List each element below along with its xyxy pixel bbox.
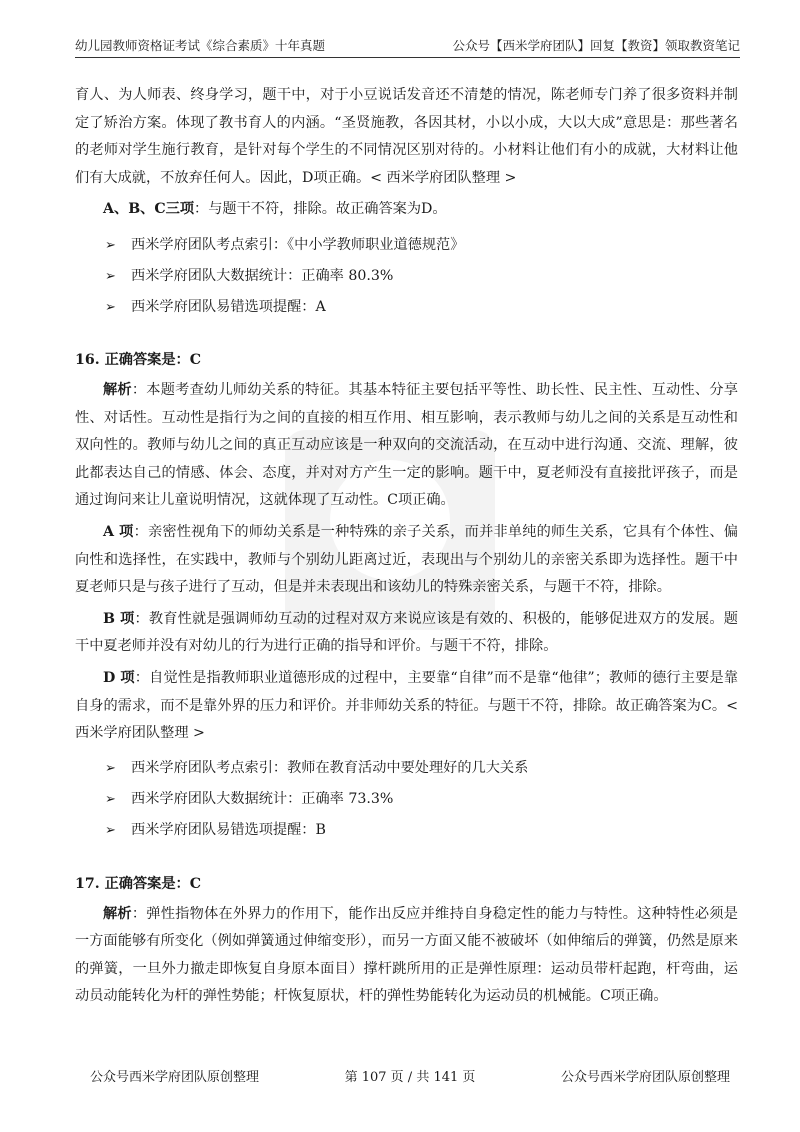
header-left-title: 幼儿园教师资格证考试《综合素质》十年真题 <box>75 38 326 53</box>
q16-analysis-text: ：本题考查幼儿师幼关系的特征。其基本特征主要包括平等性、助长性、民主性、互动性、分享性、对话性。互动性是指行为之间的直接的相互作用、相互影响，表示教师与幼儿之间的关系是互动性和双向性的。教师与幼儿之间的真正互动应该是一种双向的交流活动，在互动中进行沟通、交流、理解，彼此都表达自己的情感、体会、态度，并对对方产生一定的影响。题干中，夏老师没有直接批评孩子，而是通过询问来让儿童说明情况，这就体现了互动性。C项正确。 <box>75 381 738 509</box>
list-item <box>75 230 738 261</box>
q16-d-label: D 项 <box>103 669 135 686</box>
q16-option-d <box>75 665 738 748</box>
arrow-bullet-icon: ➢ <box>105 823 116 839</box>
q16-title: 16. 正确答案是：C <box>75 351 202 368</box>
bullet-text: 西米学府团队易错选项提醒：B <box>131 822 326 839</box>
page-footer <box>90 1066 730 1085</box>
q16-a-label: A 项 <box>103 523 134 540</box>
arrow-bullet-icon: ➢ <box>105 299 116 315</box>
q15-abc-label: A、B、C三项 <box>103 201 195 218</box>
list-item <box>75 292 738 323</box>
list-item <box>75 754 738 785</box>
arrow-bullet-icon: ➢ <box>105 237 116 253</box>
q16-analysis-label: 解析 <box>103 381 132 398</box>
q16-b-text: ：教育性就是强调师幼互动的过程对双方来说应该是有效的、积极的，能够促进双方的发展。题干中夏老师并没有对幼儿的行为进行正确的指导和评价。与题干不符，排除。 <box>75 610 738 655</box>
list-item <box>75 261 738 292</box>
q17-title: 17. 正确答案是：C <box>75 875 202 892</box>
q16-bullet-list <box>75 754 738 847</box>
q17-analysis <box>75 901 738 1011</box>
arrow-bullet-icon: ➢ <box>105 761 116 777</box>
q15-tail-paragraph: 育人、为人师表、终身学习，题干中，对于小豆说话发音还不清楚的情况，陈老师专门养了很多资料并制定了矫治方案。体现了教书育人的内涵。“圣贤施教，各因其材，小以小成，大以大成”意思是：那些著名的老师对学生施行教育，是针对每个学生的不同情况区别对待的。小材料让他们有小的成就，大材料让他们有大成就，不放弃任何人。因此，D项正确。< 西米学府团队整理 > <box>75 87 738 186</box>
list-item <box>75 785 738 816</box>
main-content <box>75 82 738 1011</box>
page-number: 第 107 页 / 共 141 页 <box>344 1070 476 1085</box>
arrow-bullet-icon: ➢ <box>105 268 116 284</box>
q15-bullet-list <box>75 230 738 323</box>
q16-d-text: ：自觉性是指教师职业道德形成的过程中，主要靠“自律”而不是靠“他律”；教师的德行主要是靠自身的需求，而不是靠外界的压力和评价。并非师幼关系的特征。与题干不符，排除。故正确答案为C。< 西米学府团队整理 > <box>75 669 739 742</box>
list-item <box>75 816 738 847</box>
bullet-text: 西米学府团队大数据统计：正确率 73.3% <box>131 791 394 808</box>
q15-abc-option <box>75 196 738 224</box>
bullet-text: 西米学府团队考点索引：《中小学教师职业道德规范》 <box>131 236 465 253</box>
q17-analysis-text: ：弹性指物体在外界力的作用下，能作出反应并维持自身稳定性的能力与特性。这种特性必须是一方面能够有所变化（例如弹簧通过伸缩变形），而另一方面又能不被破坏（如伸缩后的弹簧，仍然是原来的弹簧，一旦外力撤走即恢复自身原本面目）撑杆跳所用的正是弹性原理：运动员带杆起跑，杆弯曲，运动员动能转化为杆的弹性势能；杆恢复原状，杆的弹性势能转化为运动员的机械能。C项正确。 <box>75 905 738 1005</box>
q16-option-a <box>75 519 738 602</box>
q15-abc-text: ：与题干不符，排除。故正确答案为D。 <box>194 201 447 218</box>
footer-right: 公众号西米学府团队原创整理 <box>560 1070 730 1085</box>
bullet-text: 西米学府团队大数据统计：正确率 80.3% <box>131 267 394 284</box>
bullet-text: 西米学府团队易错选项提醒：A <box>131 298 326 315</box>
header-right-notice: 公众号【西米学府团队】回复【教资】领取教资笔记 <box>452 38 740 53</box>
q16-analysis <box>75 377 738 515</box>
bullet-text: 西米学府团队考点索引：教师在教育活动中要处理好的几大关系 <box>131 760 529 777</box>
arrow-bullet-icon: ➢ <box>105 792 116 808</box>
page-header <box>75 28 740 58</box>
q17-analysis-label: 解析 <box>103 905 132 922</box>
footer-left: 公众号西米学府团队原创整理 <box>90 1070 260 1085</box>
q16-a-text: ：亲密性视角下的师幼关系是一种特殊的亲子关系，而并非单纯的师生关系，它具有个体性、偏向性和选择性，在实践中，教师与个别幼儿距离过近，表现出与个别幼儿的亲密关系即为选择性。题干中夏老师只是与孩子进行了互动，但是并未表现出和该幼儿的特殊亲密关系，与题干不符，排除。 <box>75 523 738 596</box>
q16-option-b <box>75 606 738 661</box>
q16-b-label: B 项 <box>103 610 135 627</box>
